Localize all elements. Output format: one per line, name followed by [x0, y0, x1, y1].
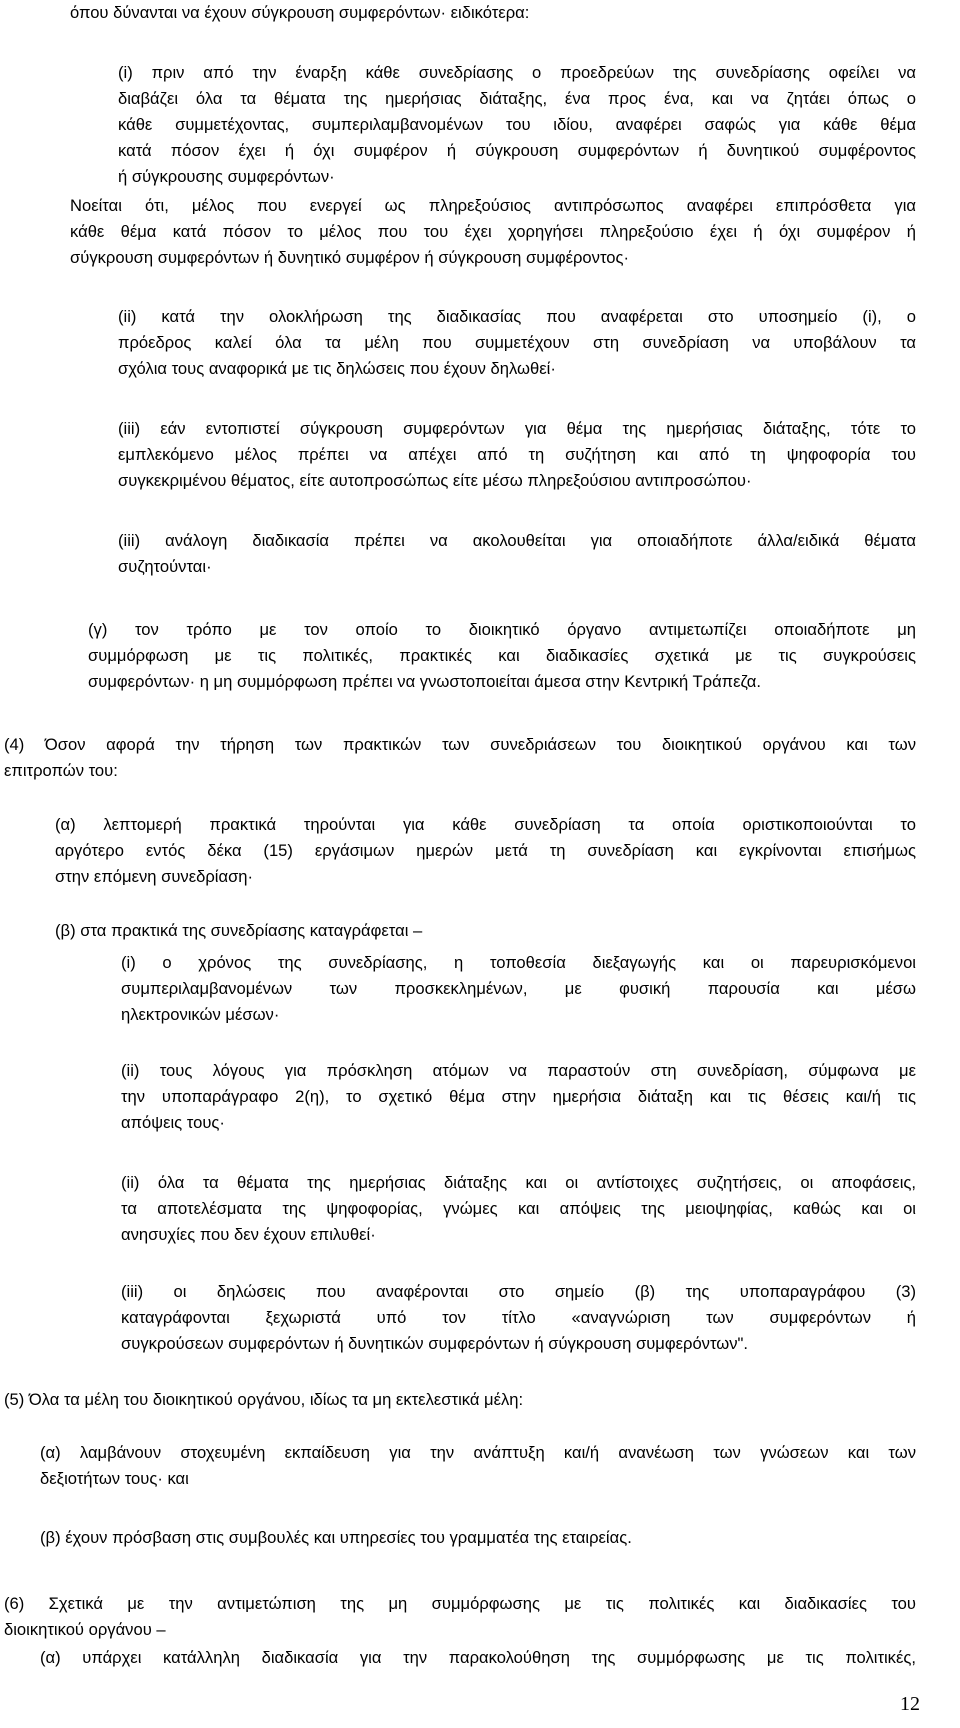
- item-i: [118, 60, 916, 190]
- text-line: (ii) κατά την ολοκλήρωση της διαδικασίας που αναφέρεται στο υποσημείο (i), ο: [118, 307, 916, 326]
- text-line: διοικητικού οργάνου –: [4, 1620, 166, 1639]
- item-5b: [40, 1525, 916, 1551]
- text-line: την υποπαράγραφο 2(η), το σχετικό θέμα στην ημερήσια διάταξη και τις θέσεις και/ή τις: [121, 1087, 916, 1106]
- item-4b: [55, 918, 916, 944]
- text-line: ηλεκτρονικών μέσων·: [121, 1005, 280, 1024]
- text-line: (i) ο χρόνος της συνεδρίασης, η τοποθεσία διεξαγωγής και οι παρευρισκόμενοι: [121, 953, 916, 972]
- item-6a: [40, 1645, 916, 1671]
- text-line: (4) Όσον αφορά την τήρηση των πρακτικών των συνεδριάσεων του διοικητικού οργάνου και των: [4, 735, 916, 754]
- text-line: τα αποτελέσματα της ψηφοφορίας, γνώμες και απόψεις της μειοψηφίας, καθώς και οι: [121, 1199, 916, 1218]
- text-line: (i) πριν από την έναρξη κάθε συνεδρίασης ο προεδρεύων της συνεδρίασης οφείλει να: [118, 63, 916, 82]
- item-gamma: [88, 617, 916, 695]
- text-line: συμφερόντων· η μη συμμόρφωση πρέπει να γνωστοποιείται άμεσα στην Κεντρική Τράπεζα.: [88, 672, 761, 691]
- text-line: σύγκρουση συμφερόντων ή δυνητικό συμφέρον ή σύγκρουση συμφέροντος·: [70, 248, 630, 267]
- text-line: όπου δύνανται να έχουν σύγκρουση συμφερόντων· ειδικότερα:: [70, 3, 530, 22]
- text-line: απόψεις τους·: [121, 1113, 225, 1132]
- text-line: κάθε συμμετέχοντας, συμπεριλαμβανομένων του ιδίου, αναφέρει σαφώς για κάθε θέμα: [118, 115, 916, 134]
- text-line: (iii) ανάλογη διαδικασία πρέπει να ακολουθείται για οποιαδήποτε άλλα/ειδικά θέματα: [118, 531, 916, 550]
- item-4b-i: [121, 950, 916, 1028]
- item-5a: [40, 1440, 916, 1492]
- item-4a: [55, 812, 916, 890]
- text-line: πρόεδρος καλεί όλα τα μέλη που συμμετέχουν στη συνεδρίαση να υποβάλουν τα: [118, 333, 916, 352]
- text-line: συμμόρφωση με τις πολιτικές, πρακτικές και διαδικασίες σχετικά με τις συγκρούσεις: [88, 646, 916, 665]
- text-line: εμπλεκόμενο μέλος πρέπει να απέχει από τη συζήτηση και από τη ψηφοφορία του: [118, 445, 916, 464]
- text-line: συγκεκριμένου θέματος, είτε αυτοπροσώπως είτε μέσω πληρεξούσιου αντιπροσώπου·: [118, 471, 752, 490]
- text-line: ανησυχίες που δεν έχουν επιλυθεί·: [121, 1225, 376, 1244]
- text-line: (α) λαμβάνουν στοχευμένη εκπαίδευση για την ανάπτυξη και/ή ανανέωση των γνώσεων και των: [40, 1443, 916, 1462]
- item-iii-conflict: [118, 416, 916, 494]
- text-line: αργότερο εντός δέκα (15) εργάσιμων ημερών μετά τη συνεδρίαση και εγκρίνονται επισήμως: [55, 841, 916, 860]
- item-4b-ii-topics: [121, 1170, 916, 1248]
- intro-line: [70, 0, 890, 26]
- text-line: συμπεριλαμβανομένων των προσκεκλημένων, με φυσική παρουσία και μέσω: [121, 979, 916, 998]
- section-5-heading: [4, 1387, 916, 1413]
- item-ii: [118, 304, 916, 382]
- item-4b-iii: [121, 1279, 916, 1357]
- text-line: (β) στα πρακτικά της συνεδρίασης καταγράφεται –: [55, 921, 423, 940]
- text-line: καταγράφονται ξεχωριστά υπό τον τίτλο «αναγνώριση των συμφερόντων ή: [121, 1308, 916, 1327]
- text-line: ή σύγκρουσης συμφερόντων·: [118, 167, 335, 186]
- text-line: (ii) τους λόγους για πρόσκληση ατόμων να παραστούν στη συνεδρίαση, σύμφωνα με: [121, 1061, 916, 1080]
- item-4b-ii-reasons: [121, 1058, 916, 1136]
- text-line: κατά πόσον έχει ή όχι συμφέρον ή σύγκρουση συμφερόντων ή δυνητικού συμφέροντος: [118, 141, 916, 160]
- text-line: επιτροπών του:: [4, 761, 118, 780]
- text-line: (α) υπάρχει κατάλληλη διαδικασία για την παρακολούθηση της συμμόρφωσης με τις πολιτικές,: [40, 1648, 916, 1667]
- text-line: (6) Σχετικά με την αντιμετώπιση της μη συμμόρφωσης με τις πολιτικές και διαδικασίες του: [4, 1594, 916, 1613]
- text-line: (α) λεπτομερή πρακτικά τηρούνται για κάθε συνεδρίαση τα οποία οριστικοποιούνται το: [55, 815, 916, 834]
- section-4-heading: [4, 732, 916, 784]
- text-line: διαβάζει όλα τα θέματα της ημερήσιας διάταξης, ένα προς ένα, και να ζητάει όπως ο: [118, 89, 916, 108]
- text-line: κάθε θέμα κατά πόσον το μέλος που του έχει χορηγήσει πληρεξούσιο έχει ή όχι συμφέρον ή: [70, 222, 916, 241]
- text-line: στην επόμενη συνεδρίαση·: [55, 867, 254, 886]
- note-paragraph: [70, 193, 916, 271]
- text-line: δεξιοτήτων τους· και: [40, 1469, 189, 1488]
- item-iii-other: [118, 528, 916, 580]
- text-line: σχόλια τους αναφορικά με τις δηλώσεις που έχουν δηλωθεί·: [118, 359, 556, 378]
- text-line: (γ) τον τρόπο με τον οποίο το διοικητικό όργανο αντιμετωπίζει οποιαδήποτε μη: [88, 620, 916, 639]
- text-line: συγκρούσεων συμφερόντων ή δυνητικών συμφερόντων ή σύγκρουση συμφερόντων".: [121, 1334, 749, 1353]
- text-line: (5) Όλα τα μέλη του διοικητικού οργάνου, ιδίως τα μη εκτελεστικά μέλη:: [4, 1390, 524, 1409]
- text-line: (iii) οι δηλώσεις που αναφέρονται στο σημείο (β) της υποπαραγράφου (3): [121, 1282, 916, 1301]
- text-line: συζητούνται·: [118, 557, 212, 576]
- text-line: (iii) εάν εντοπιστεί σύγκρουση συμφερόντων για θέμα της ημερήσιας διάταξης, τότε το: [118, 419, 916, 438]
- text-line: Νοείται ότι, μέλος που ενεργεί ως πληρεξούσιος αντιπρόσωπος αναφέρει επιπρόσθετα για: [70, 196, 916, 215]
- page-number: 12: [900, 1693, 920, 1715]
- section-6-heading: [4, 1591, 916, 1643]
- text-line: (ii) όλα τα θέματα της ημερήσιας διάταξης και οι αντίστοιχες συζητήσεις, οι αποφάσεις,: [121, 1173, 916, 1192]
- text-line: (β) έχουν πρόσβαση στις συμβουλές και υπηρεσίες του γραμματέα της εταιρείας.: [40, 1528, 632, 1547]
